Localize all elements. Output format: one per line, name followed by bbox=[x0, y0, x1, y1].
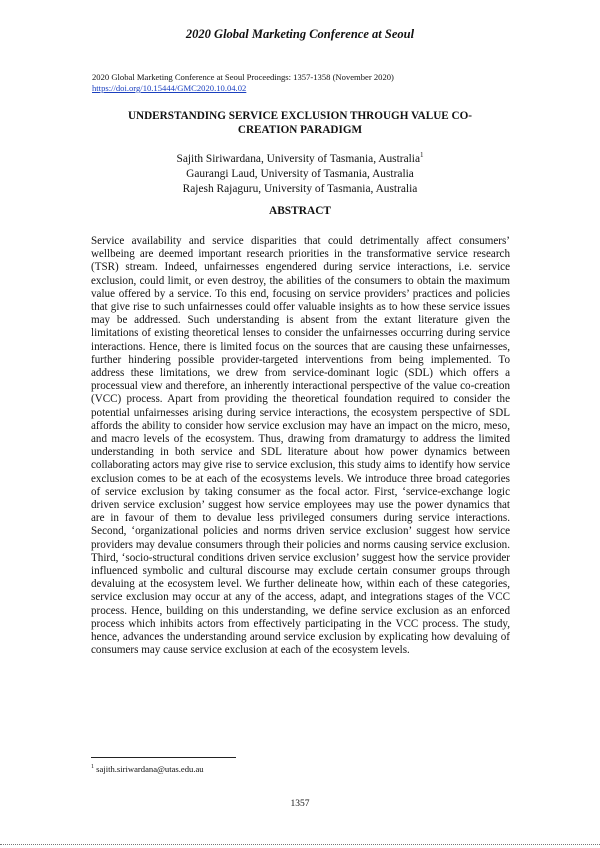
page-number: 1357 bbox=[290, 799, 310, 809]
author-2: Gaurangi Laud, University of Tasmania, Australia bbox=[186, 167, 414, 180]
author-list bbox=[80, 148, 520, 197]
footnote-mark: 1 bbox=[91, 764, 94, 771]
author-1-text: Sajith Siriwardana, University of Tasmania, Australia bbox=[176, 152, 421, 165]
doi-link[interactable]: https://doi.org/10.15444/GMC2020.10.04.02 bbox=[92, 83, 247, 93]
title-line-1: UNDERSTANDING SERVICE EXCLUSION THROUGH VALUE CO- bbox=[127, 110, 473, 122]
author-3: Rajesh Rajaguru, University of Tasmania, Australia bbox=[182, 182, 418, 195]
abstract-heading: ABSTRACT bbox=[268, 205, 332, 217]
footnote-divider bbox=[91, 757, 236, 758]
footnote-email: sajith.siriwardana@utas.edu.au bbox=[96, 764, 204, 774]
page-bottom-edge bbox=[0, 844, 600, 845]
publication-meta bbox=[92, 72, 394, 94]
footnote bbox=[91, 764, 204, 774]
title-line-2: CREATION PARADIGM bbox=[237, 124, 363, 136]
running-header: 2020 Global Marketing Conference at Seoul bbox=[185, 27, 415, 41]
author-1 bbox=[80, 148, 520, 167]
abstract-body: Service availability and service disparities that could detrimentally affect consumers’ wellbeing are deemed important research priorities in the transformative service research (TSR) stream. Indeed, unfairnesses engendered during service interactions, i.e. service exclusion, could limit, or even destroy, the abilities of the consumers to obtain the maximum value offered by a service. To this end, focusing on service providers’ practices and policies that give rise to such unfairnesses could offer valuable insights as to how these service issues may be addressed. Such understanding is absent from the extant literature given the limitations of existing theoretical lenses to consider the unfairnesses occurring during service interactions. Hence, there is limited focus on the sources that are causing these unfairnesses, further hindering possible provider-targeted interventions from being implemented. To address these limitations, we drew from service-dominant logic (SDL) which offers a processual view and therefore, an inherently interactional perspective of the value co-creation (VCC) process. Apart from providing the theoretical foundation required to consider the potential unfairnesses arising during service interactions, the ecosystem perspective of SDL affords the ability to consider how service exclusion may have an impact on the micro, meso, and macro levels of the ecosystem. Thus, drawing from dramaturgy to address the limited understanding in both service and SDL literature about how power dynamics between collaborating actors may give rise to service exclusion, this study aims to identify how service exclusion comes to be at each of the ecosystems levels. We introduce three broad categories of service exclusion by taking consumer as the focal actor. First, ‘service-exchange logic driven service exclusion’ suggest how service employees may use the power dynamics that are in favour of them to devalue less privileged consumers during service interactions. Second, ‘organizational policies and norms driven service exclusion’ suggest how service providers may devalue consumers through their policies and norms causing service exclusion. Third, ‘socio-structural conditions driven service exclusion’ suggest how the service provider influenced symbolic and cultural discourse may exclude certain consumer groups through devaluing at the ecosystem level. We further delineate how, within each of these categories, service exclusion may occur at any of the access, adapt, and integrations stages of the VCC process. Hence, building on this understanding, we define service exclusion as an enforced process which inhibits actors from effectively participating in the VCC process. The study, hence, advances the understanding around service exclusion by explicating how devaluing of consumers may cause service exclusion at each of the ecosystem levels. bbox=[91, 235, 510, 657]
paper-title bbox=[80, 109, 520, 137]
author-footnote-mark: 1 bbox=[420, 151, 424, 159]
proceedings-line: 2020 Global Marketing Conference at Seoul Proceedings: 1357-1358 (November 2020) bbox=[92, 72, 394, 82]
